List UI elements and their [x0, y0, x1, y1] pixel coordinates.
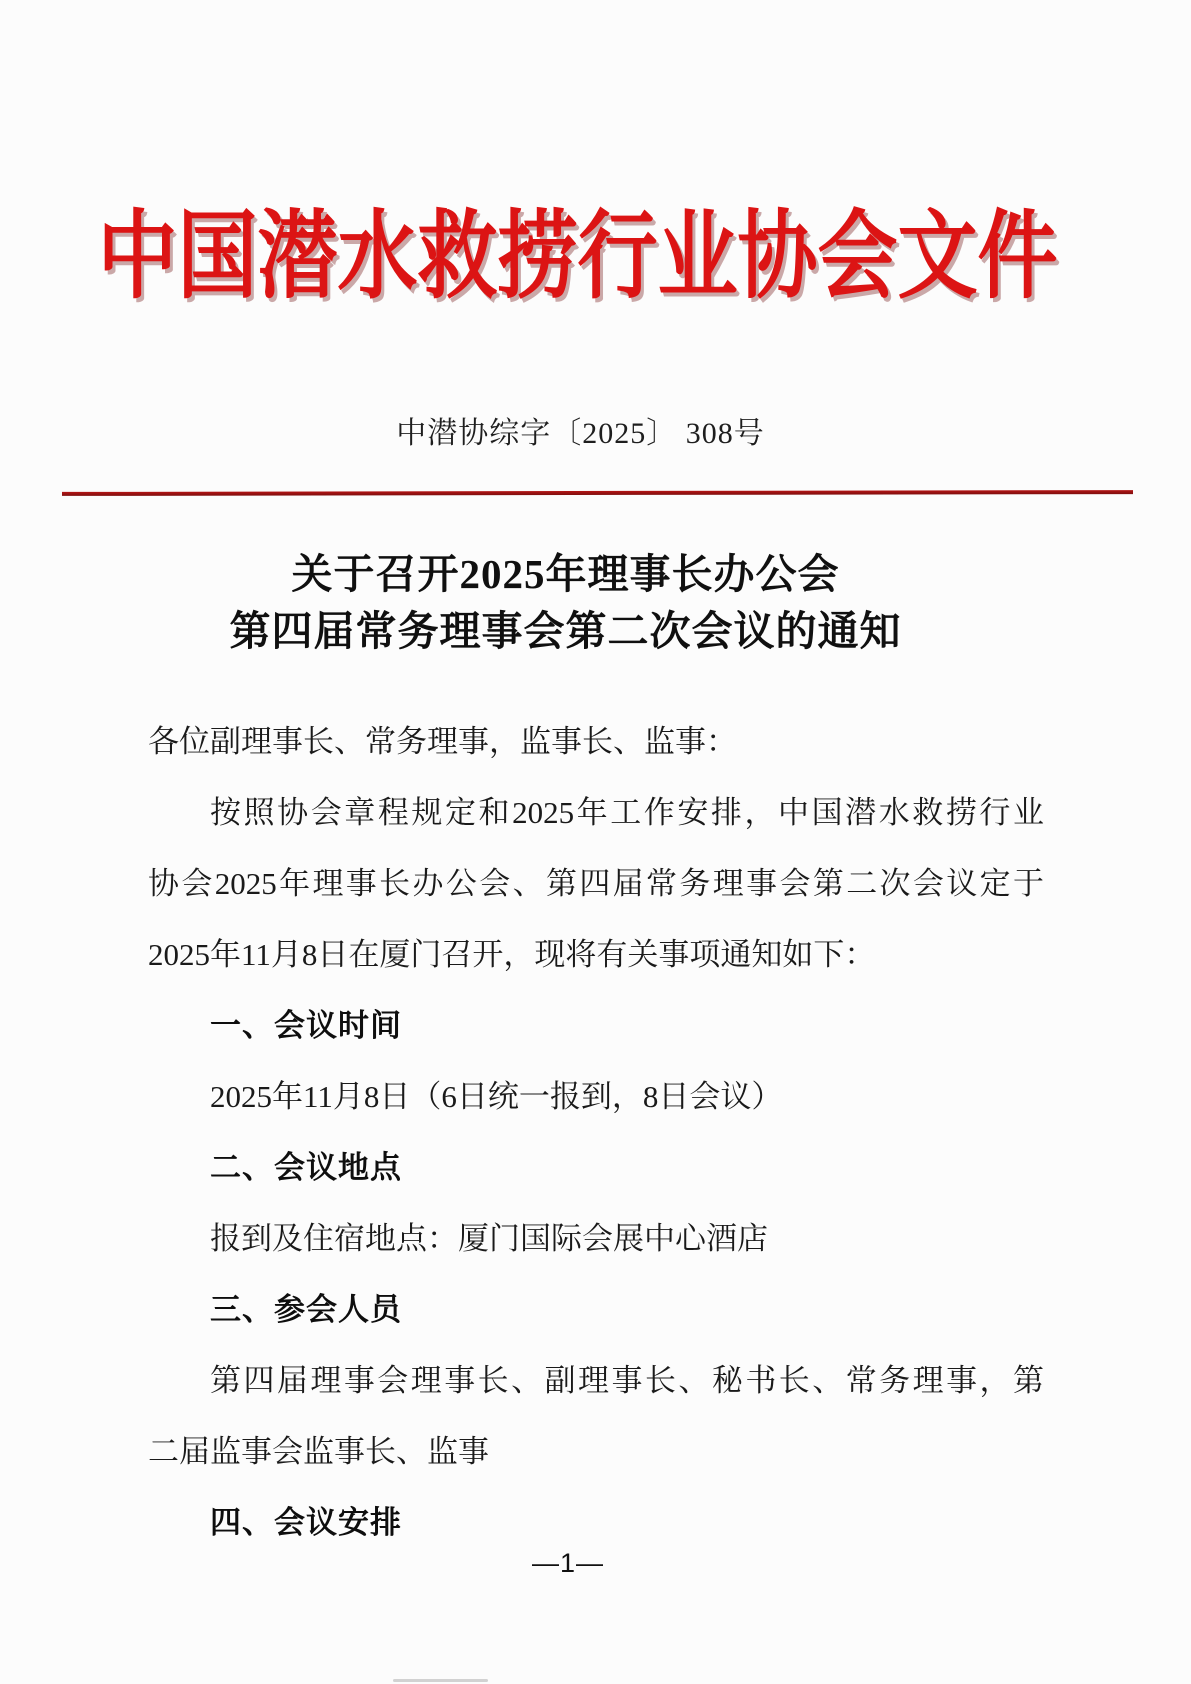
notice-title-line-1: 关于召开2025年理事长办公会 — [291, 551, 840, 597]
document-masthead: 中国潜水救捞行业协会文件 — [97, 205, 1058, 311]
salutation: 各位副理事长、常务理事，监事长、监事： — [148, 724, 737, 759]
document-reference-number: 中潜协综字〔2025〕 308号 — [396, 417, 765, 450]
notice-title — [0, 546, 1191, 660]
section-heading-participants: 三、参会人员 — [210, 1292, 402, 1327]
section-content-meeting-location: 报到及住宿地点：厦门国际会展中心酒店 — [210, 1221, 768, 1256]
section-heading-meeting-time: 一、会议时间 — [210, 1008, 402, 1043]
section-heading-meeting-location: 二、会议地点 — [210, 1150, 402, 1185]
section-heading-meeting-arrangement: 四、会议安排 — [210, 1505, 402, 1540]
intro-paragraph-line: 按照协会章程规定和2025年工作安排，中国潜水救捞行业 — [210, 795, 1044, 830]
section-content-participants-line: 二届监事会监事长、监事 — [148, 1434, 489, 1469]
section-content-meeting-time: 2025年11月8日（6日统一报到，8日会议） — [210, 1079, 783, 1114]
intro-paragraph-line: 2025年11月8日在厦门召开，现将有关事项通知如下： — [148, 937, 876, 972]
intro-paragraph-line: 协会2025年理事长办公会、第四届常务理事会第二次会议定于 — [148, 866, 1044, 901]
red-separator-line — [62, 490, 1133, 496]
scan-edge-artifact — [393, 1679, 488, 1682]
section-content-participants-line: 第四届理事会理事长、副理事长、秘书长、常务理事，第 — [210, 1363, 1044, 1398]
page-number: —1— — [531, 1548, 605, 1578]
document-body — [148, 706, 1044, 1558]
notice-title-line-2: 第四届常务理事会第二次会议的通知 — [229, 608, 902, 654]
